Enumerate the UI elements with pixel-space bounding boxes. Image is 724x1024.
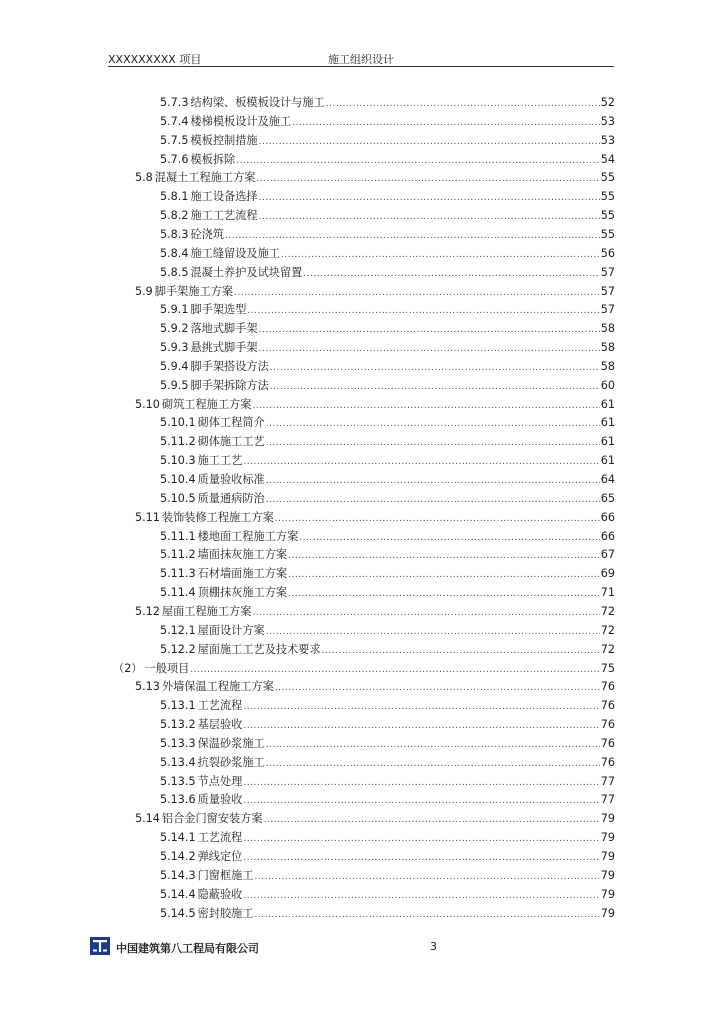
toc-entry-number: 5.10.1	[160, 416, 196, 430]
toc-entry-page: 79	[600, 868, 615, 882]
toc-entry-number: 5.9	[135, 284, 153, 298]
toc-entry-page: 67	[600, 548, 615, 562]
toc-entry-title: 保温砂浆施工	[197, 736, 265, 750]
toc-entry-page: 77	[600, 774, 615, 788]
toc-entry[interactable]	[160, 528, 615, 547]
toc-entry-title: 外墙保温工程施工方案	[161, 680, 274, 694]
toc-entry-number: 5.11.1	[160, 529, 196, 543]
toc-entry-title: 弹线定位	[197, 850, 243, 863]
toc-leader-dots	[225, 231, 600, 241]
toc-leader-dots	[243, 796, 599, 806]
toc-entry[interactable]	[160, 622, 615, 641]
toc-entry-page: 64	[600, 473, 615, 486]
toc-entry-number: 5.9.5	[160, 378, 189, 392]
toc-entry-title: 楼梯模板设计及施工	[190, 114, 292, 128]
toc-leader-dots	[252, 401, 599, 411]
toc-entry[interactable]	[160, 829, 615, 848]
toc-entry-number: 5.13.2	[160, 718, 196, 732]
toc-entry-title: 脚手架选型	[190, 303, 247, 317]
toc-leader-dots	[259, 137, 600, 147]
toc-entry-title: 模板控制措施	[190, 133, 258, 147]
toc-entry-page: 79	[600, 831, 615, 845]
toc-entry-page: 53	[600, 133, 615, 147]
toc-entry-title: 脚手架搭设方法	[190, 359, 269, 373]
toc-entry-title: 工艺流程	[197, 699, 243, 713]
toc-entry-title: 混凝土工程施工方案	[154, 171, 256, 185]
page-footer	[90, 937, 610, 957]
toc-entry[interactable]	[160, 471, 615, 490]
toc-entry-number: 5.7.3	[160, 96, 189, 109]
toc-entry[interactable]	[160, 433, 615, 452]
toc-leader-dots	[243, 721, 599, 731]
toc-entry-number: 5.11.3	[160, 567, 196, 581]
toc-entry-number: 5.10.4	[160, 473, 196, 486]
toc-entry-number: 5.9.2	[160, 322, 189, 336]
toc-entry[interactable]	[160, 754, 615, 773]
toc-entry-title: 施工设备选择	[190, 190, 258, 204]
toc-leader-dots	[243, 778, 599, 788]
toc-entry-number: 5.8.1	[160, 190, 189, 204]
toc-entry-title: 一般项目	[144, 661, 190, 675]
toc-entry[interactable]	[160, 207, 615, 226]
toc-leader-dots	[266, 495, 600, 505]
toc-entry-page: 57	[600, 265, 615, 279]
toc-leader-dots	[288, 570, 600, 580]
toc-entry-title: 铝合金门窗安装方案	[161, 812, 263, 826]
toc-entry-number: 5.13.5	[160, 774, 196, 788]
toc-entry-number: 5.9.4	[160, 359, 189, 373]
toc-leader-dots	[259, 325, 600, 335]
toc-entry-number: 5.7.6	[160, 152, 189, 166]
toc-entry-number: 5.8.5	[160, 265, 189, 279]
toc-entry[interactable]	[135, 509, 615, 528]
toc-leader-dots	[264, 815, 600, 825]
toc-entry[interactable]	[160, 565, 615, 584]
toc-entry[interactable]	[135, 169, 615, 188]
toc-entry-page: 57	[600, 303, 615, 317]
toc-entry-title: 施工工艺流程	[190, 209, 258, 223]
toc-entry-number: 5.12	[135, 604, 160, 618]
toc-entry-page: 55	[600, 227, 615, 241]
toc-entry-page: 58	[600, 341, 615, 355]
toc-leader-dots	[322, 646, 600, 656]
toc-entry-title: 屋面工程施工方案	[161, 604, 252, 618]
toc-entry-number: 5.14.3	[160, 868, 196, 882]
toc-entry-title: 墙面抹灰施工方案	[197, 548, 288, 562]
toc-leader-dots	[266, 438, 600, 448]
toc-entry[interactable]	[160, 377, 615, 396]
toc-entry-page: 61	[600, 435, 615, 449]
toc-leader-dots	[190, 665, 599, 675]
toc-entry-title: 屋面施工工艺及技术要求	[197, 642, 321, 656]
toc-leader-dots	[266, 740, 600, 750]
toc-entry[interactable]	[160, 641, 615, 660]
toc-entry-page: 76	[600, 736, 615, 750]
page-header	[108, 48, 614, 67]
toc-entry-number: （2）	[113, 661, 143, 675]
toc-entry-page: 55	[600, 171, 615, 185]
toc-entry-page: 55	[600, 190, 615, 204]
toc-leader-dots	[281, 250, 600, 260]
company-name: 中国建筑第八工程局有限公司	[116, 942, 259, 955]
toc-entry-number: 5.9.1	[160, 303, 189, 317]
toc-entry-title: 密封胶施工	[197, 906, 254, 920]
toc-entry-page: 54	[600, 152, 615, 166]
toc-leader-dots	[266, 759, 600, 769]
toc-entry-page: 65	[600, 491, 615, 505]
toc-entry-page: 79	[600, 850, 615, 863]
toc-entry-page: 76	[600, 718, 615, 732]
toc-entry-number: 5.13.4	[160, 755, 196, 769]
toc-entry-title: 施工缝留设及施工	[190, 246, 280, 260]
toc-leader-dots	[275, 683, 600, 693]
toc-entry-number: 5.8.4	[160, 246, 189, 260]
toc-entry-page: 72	[600, 604, 615, 618]
toc-entry[interactable]	[160, 414, 615, 433]
toc-entry[interactable]	[160, 94, 615, 113]
toc-entry-title: 施工工艺	[197, 454, 243, 468]
toc-leader-dots	[270, 363, 600, 373]
toc-entry-page: 58	[600, 359, 615, 373]
company-logo-icon	[90, 937, 110, 955]
document-title: 施工组织设计	[328, 53, 394, 66]
toc-entry[interactable]	[160, 301, 615, 320]
toc-leader-dots	[243, 853, 599, 863]
toc-entry-number: 5.13.6	[160, 793, 196, 807]
toc-entry-page: 79	[600, 812, 615, 826]
toc-leader-dots	[266, 627, 600, 637]
toc-entry-number: 5.13.3	[160, 736, 196, 750]
toc-entry[interactable]	[160, 490, 615, 509]
toc-entry-page: 77	[600, 793, 615, 807]
toc-leader-dots	[243, 891, 599, 901]
toc-entry[interactable]	[160, 188, 615, 207]
toc-leader-dots	[292, 118, 600, 128]
toc-entry[interactable]	[160, 151, 615, 170]
toc-entry-number: 5.14.2	[160, 850, 196, 863]
toc-entry[interactable]	[135, 396, 615, 415]
toc-entry[interactable]	[135, 678, 615, 697]
project-name: XXXXXXXXX 项目	[108, 53, 202, 66]
toc-entry[interactable]	[160, 245, 615, 264]
toc-leader-dots	[259, 193, 600, 203]
toc-entry-title: 石材墙面施工方案	[197, 567, 288, 581]
toc-leader-dots	[266, 476, 600, 486]
toc-entry-title: 抗裂砂浆施工	[197, 755, 265, 769]
toc-entry-title: 隐蔽验收	[197, 887, 243, 901]
toc-entry[interactable]	[160, 584, 615, 603]
toc-entry-number: 5.8.2	[160, 209, 189, 223]
toc-entry-number: 5.12.1	[160, 623, 196, 637]
toc-entry[interactable]	[160, 452, 615, 471]
toc-entry[interactable]	[113, 660, 615, 679]
toc-entry-page: 55	[600, 209, 615, 223]
toc-leader-dots	[236, 156, 600, 166]
toc-entry[interactable]	[160, 716, 615, 735]
toc-leader-dots	[275, 514, 600, 524]
toc-leader-dots	[288, 589, 600, 599]
toc-entry-title: 装饰装修工程施工方案	[161, 510, 274, 524]
toc-entry[interactable]	[160, 735, 615, 754]
toc-entry-title: 节点处理	[197, 774, 243, 788]
toc-leader-dots	[255, 872, 600, 882]
toc-entry-page: 60	[600, 378, 615, 392]
toc-entry-number: 5.13	[135, 680, 160, 694]
toc-entry-page: 76	[600, 680, 615, 694]
toc-entry-title: 质量验收	[197, 793, 243, 807]
toc-entry-title: 砌筑工程施工方案	[161, 397, 252, 411]
toc-entry-page: 66	[600, 529, 615, 543]
toc-leader-dots	[266, 419, 600, 429]
toc-entry[interactable]	[160, 905, 615, 924]
toc-entry[interactable]	[135, 283, 615, 302]
toc-entry-page: 76	[600, 755, 615, 769]
page-number: 3	[430, 940, 437, 953]
toc-leader-dots	[270, 382, 600, 392]
toc-leader-dots	[303, 269, 599, 279]
toc-leader-dots	[288, 551, 600, 561]
toc-entry-number: 5.14	[135, 812, 160, 826]
toc-entry-page: 57	[600, 284, 615, 298]
toc-entry-number: 5.14.5	[160, 906, 196, 920]
toc-leader-dots	[252, 608, 599, 618]
toc-leader-dots	[299, 533, 599, 543]
toc-entry-number: 5.10.5	[160, 491, 196, 505]
toc-entry-page: 66	[600, 510, 615, 524]
toc-entry[interactable]	[160, 848, 615, 867]
toc-entry-page: 61	[600, 416, 615, 430]
toc-entry[interactable]	[160, 320, 615, 339]
toc-entry-title: 脚手架拆除方法	[190, 378, 269, 392]
toc-entry-title: 模板拆除	[190, 152, 236, 166]
toc-entry-number: 5.11	[135, 510, 160, 524]
toc-entry[interactable]	[160, 886, 615, 905]
toc-leader-dots	[259, 344, 600, 354]
toc-entry-page: 58	[600, 322, 615, 336]
toc-entry[interactable]	[160, 226, 615, 245]
toc-leader-dots	[255, 910, 600, 920]
toc-entry-page: 53	[600, 114, 615, 128]
toc-entry-title: 砌体工程简介	[197, 416, 265, 430]
toc-entry[interactable]	[160, 697, 615, 716]
toc-entry[interactable]	[160, 358, 615, 377]
toc-entry-title: 质量验收标准	[197, 473, 265, 486]
toc-entry-title: 顶棚抹灰施工方案	[197, 586, 288, 600]
toc-entry-page: 75	[600, 661, 615, 675]
toc-entry-title: 落地式脚手架	[190, 322, 258, 336]
toc-entry-number: 5.10.3	[160, 454, 196, 468]
toc-entry[interactable]	[160, 867, 615, 886]
toc-entry-title: 质量通病防治	[197, 491, 265, 505]
toc-entry-page: 72	[600, 642, 615, 656]
toc-entry-page: 56	[600, 246, 615, 260]
toc-entry[interactable]	[160, 791, 615, 810]
toc-entry-page: 79	[600, 906, 615, 920]
toc-leader-dots	[234, 288, 600, 298]
toc-entry-number: 5.8.3	[160, 227, 189, 241]
toc-entry-title: 结构梁、板模板设计与施工	[190, 96, 325, 109]
toc-entry-title: 基层验收	[197, 718, 243, 732]
toc-entry-page: 71	[600, 586, 615, 600]
toc-entry-number: 5.14.1	[160, 831, 196, 845]
toc-entry-number: 5.9.3	[160, 341, 189, 355]
toc-entry[interactable]	[160, 132, 615, 151]
toc-entry-title: 脚手架施工方案	[154, 284, 234, 298]
toc-entry-page: 72	[600, 623, 615, 637]
toc-entry-number: 5.12.2	[160, 642, 196, 656]
toc-entry[interactable]	[160, 113, 615, 132]
toc-entry[interactable]	[135, 603, 615, 622]
toc-entry-number: 5.14.4	[160, 887, 196, 901]
toc-entry-page: 61	[600, 454, 615, 468]
toc-entry-title: 砌体施工工艺	[197, 435, 265, 449]
toc-entry-page: 61	[600, 397, 615, 411]
toc-entry-title: 工艺流程	[197, 831, 243, 845]
toc-entry[interactable]	[160, 339, 615, 358]
toc-entry-page: 76	[600, 699, 615, 713]
toc-entry-number: 5.11.4	[160, 586, 196, 600]
toc-entry[interactable]	[160, 264, 615, 283]
toc-entry-title: 混凝土养护及试块留置	[190, 265, 303, 279]
toc-leader-dots	[259, 212, 600, 222]
toc-entry-number: 5.11.2	[160, 548, 196, 562]
toc-entry-number: 5.7.5	[160, 133, 189, 147]
toc-entry-page: 52	[600, 96, 615, 109]
toc-entry[interactable]	[160, 546, 615, 565]
toc-entry[interactable]	[160, 773, 615, 792]
toc-leader-dots	[243, 702, 599, 712]
toc-entry-title: 屋面设计方案	[197, 623, 265, 637]
toc-entry-title: 悬挑式脚手架	[190, 341, 258, 355]
toc-entry-number: 5.13.1	[160, 699, 196, 713]
toc-leader-dots	[243, 457, 599, 467]
toc-leader-dots	[326, 99, 600, 109]
toc-leader-dots	[243, 834, 599, 844]
toc-entry-title: 门窗框施工	[197, 868, 254, 882]
toc-entry-number: 5.8	[135, 171, 153, 185]
toc-entry-title: 楼地面工程施工方案	[197, 529, 299, 543]
toc-entry[interactable]	[135, 810, 615, 829]
toc-entry-number: 5.11.2	[160, 435, 196, 449]
toc-entry-page: 79	[600, 887, 615, 901]
toc-entry-page: 69	[600, 567, 615, 581]
toc-entry-number: 5.7.4	[160, 114, 189, 128]
toc-entry-title: 砼浇筑	[190, 227, 225, 241]
toc-leader-dots	[247, 306, 599, 316]
toc-entry-number: 5.10	[135, 397, 160, 411]
toc-leader-dots	[257, 174, 600, 184]
